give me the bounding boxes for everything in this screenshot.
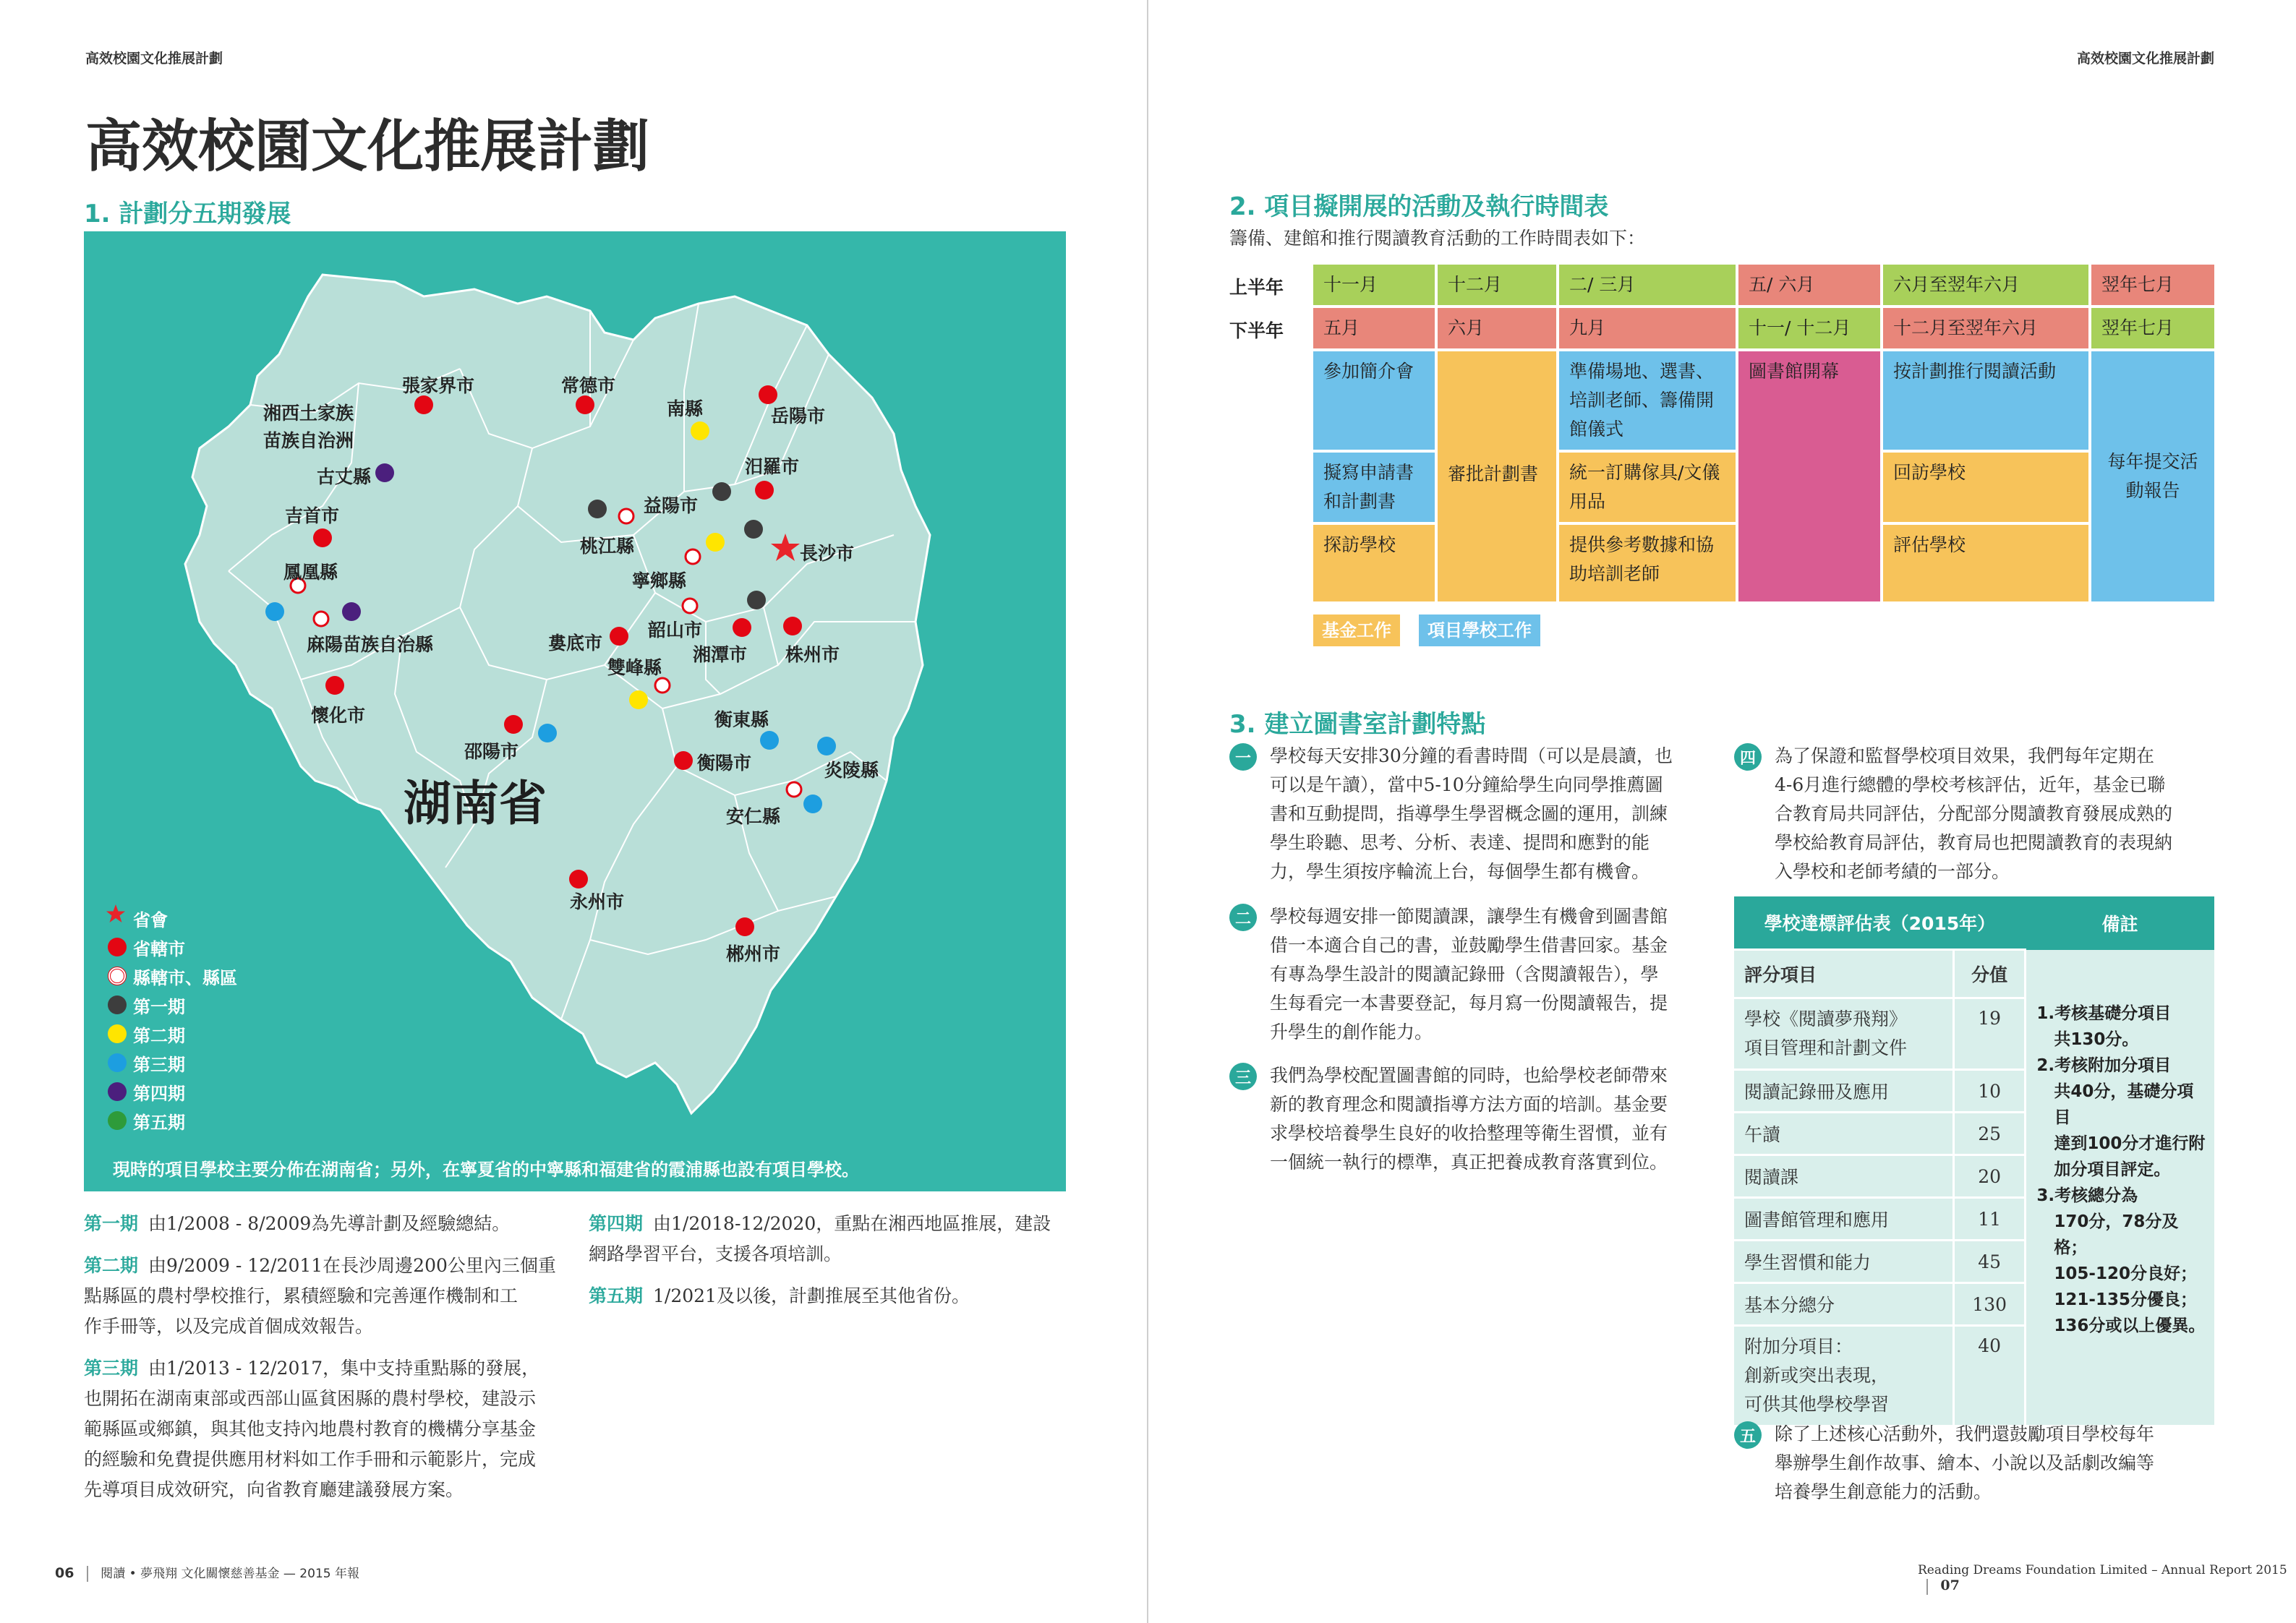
label-chenzhou: 郴州市	[726, 943, 781, 964]
eval-notes	[2026, 950, 2214, 1426]
label-hengyang: 衡陽市	[697, 753, 752, 774]
upper-month-6: 翌年七月	[2091, 265, 2214, 305]
footer-text: Reading Dreams Foundation Limited – Annual Report 2015	[1918, 1563, 2287, 1577]
feature-1	[1270, 742, 1718, 886]
phase-text: 由1/2018-12/2020，重點在湘西地區推展，建設	[653, 1213, 1051, 1234]
phase-label: 第二期	[84, 1255, 139, 1276]
row-label-lower: 下半年	[1229, 320, 1284, 341]
badge-3: 三	[1229, 1063, 1257, 1090]
legend-label: 第四期	[133, 1083, 185, 1104]
lower-month-5: 十二月至翌年六月	[1883, 308, 2088, 348]
row-score: 11	[1953, 1198, 2026, 1241]
task-reference: 提供參考數據和協助培訓老師	[1559, 525, 1736, 601]
row-item: 午讀	[1734, 1113, 1953, 1155]
red-dot-icon	[108, 938, 127, 956]
note-line: 共40分，基礎分項目	[2054, 1082, 2194, 1127]
label-shaoshan: 韶山市	[648, 620, 703, 641]
evaluation-table	[1734, 896, 2214, 1425]
feature-line: 為了保證和監督學校項目效果，我們每年定期在	[1775, 745, 2155, 766]
phase-text: 範縣區或鄉鎮，與其他支持內地農村教育的機構分享基金	[84, 1418, 537, 1439]
row-item: 學校《閱讀夢飛翔》	[1744, 1009, 1908, 1029]
marker-chenzhou-city	[735, 917, 754, 936]
feature-line: 舉辦學生創作故事、繪本、小說以及話劇改編等	[1775, 1452, 2155, 1473]
footer-left	[55, 1563, 359, 1582]
legend-label: 省轄市	[133, 938, 185, 959]
row-score: 10	[1953, 1070, 2026, 1113]
label-hengdong: 衡東縣	[714, 709, 769, 730]
note-line: 1.考核基礎分項目	[2036, 1003, 2172, 1023]
page-title: 高效校園文化推展計劃	[85, 114, 650, 179]
phase-text: 1/2021及以後，計劃推展至其他省份。	[653, 1285, 970, 1306]
purple-dot-icon	[108, 1082, 127, 1101]
feature-line: 一個統一執行的標準，真正把養成教育落實到位。	[1270, 1152, 1668, 1173]
running-header-left: 高效校園文化推展計劃	[85, 51, 223, 67]
note-line: 2.考核附加分項目	[2036, 1055, 2172, 1075]
label-zhangjiajie: 張家界市	[402, 375, 475, 396]
legend-label: 第三期	[133, 1054, 185, 1075]
eval-col-score: 分值	[1953, 950, 2026, 998]
marker-yongzhou-city	[569, 870, 588, 888]
row-label-upper: 上半年	[1229, 277, 1284, 298]
feature-line: 入學校和老師考績的一部分。	[1775, 861, 2010, 882]
phase-text: 由1/2013 - 12/2017，集中支持重點縣的發展，	[148, 1358, 540, 1379]
label-nanxian: 南縣	[667, 398, 704, 419]
task-annual-report: 每年提交活動報告	[2091, 351, 2214, 601]
feature-4	[1775, 742, 2216, 886]
row-item: 閱讀記錄冊及應用	[1734, 1070, 1953, 1113]
task-application: 擬寫申請書和計劃書	[1313, 453, 1435, 522]
task-reading-activity: 按計劃推行閱讀活動	[1883, 351, 2088, 450]
marker-nanxian-phase2	[691, 421, 709, 440]
label-taojiang: 桃江縣	[580, 536, 635, 557]
feature-line: 學校給教育局評估，教育局也把閱讀教育的表現納	[1775, 832, 2173, 853]
eval-col-item: 評分項目	[1734, 950, 1953, 998]
ring-icon	[108, 967, 127, 985]
lower-month-4: 十一/ 十二月	[1738, 308, 1880, 348]
lower-month-6: 翌年七月	[2091, 308, 2214, 348]
phase-label: 第一期	[84, 1213, 139, 1234]
label-shuangfeng: 雙峰縣	[607, 657, 662, 678]
marker-miluo-phase1	[712, 482, 731, 501]
footer-right	[1918, 1563, 2296, 1595]
marker-hengyang-city	[674, 751, 693, 770]
task-visit-school: 探訪學校	[1313, 525, 1435, 601]
legend-phase4	[106, 1077, 237, 1106]
label-changde: 常德市	[561, 375, 616, 396]
label-yiyang: 益陽市	[644, 495, 699, 516]
marker-loudi-city	[610, 627, 628, 646]
feature-line: 可以是午讀），當中5-10分鐘給學生向同學推薦圖	[1270, 774, 1663, 795]
phase-text: 點縣區的農村學校推行，累積經驗和完善運作機制和工	[84, 1285, 518, 1306]
phase-label: 第三期	[84, 1358, 139, 1379]
feature-line: 升學生的創作能力。	[1270, 1022, 1433, 1042]
upper-month-1: 十一月	[1313, 265, 1435, 305]
upper-month-5: 六月至翌年六月	[1883, 265, 2088, 305]
marker-taojiang-county	[619, 509, 633, 523]
label-changsha: 長沙市	[800, 543, 855, 564]
feature-line: 新的教育理念和閱讀指導方法方面的培訓。基金要	[1270, 1094, 1668, 1115]
label-xiangtan: 湘潭市	[693, 644, 748, 665]
legend-city	[106, 933, 237, 962]
blue-dot-icon	[108, 1053, 127, 1072]
marker-changsha-phase1	[744, 520, 763, 539]
badge-4: 四	[1734, 743, 1762, 771]
legend-phase5	[106, 1106, 237, 1135]
label-guzhang: 古丈縣	[317, 466, 372, 487]
task-approve: 審批計劃書	[1438, 351, 1556, 601]
label-fenghuang: 鳳凰縣	[283, 562, 338, 583]
phase-3	[84, 1353, 576, 1505]
legend-phase2	[106, 1019, 237, 1048]
dark-dot-icon	[108, 995, 127, 1014]
task-opening: 圖書館開幕	[1738, 351, 1880, 601]
lower-month-3: 九月	[1559, 308, 1736, 348]
label-zhuzhou: 株州市	[785, 644, 840, 665]
note-line: 136分或以上優異。	[2054, 1316, 2206, 1335]
legend-capital	[106, 904, 237, 933]
note-line: 121-135分優良；	[2054, 1290, 2197, 1309]
section3-title: 3. 建立圖書室計劃特點	[1229, 710, 1486, 739]
legend-phase3	[106, 1048, 237, 1077]
feature-line: 學校每天安排30分鐘的看書時間（可以是晨讀，也	[1270, 745, 1673, 766]
phase-4	[589, 1209, 1080, 1269]
marker-xiangtan-phase1	[747, 591, 766, 609]
phase-text: 由9/2009 - 12/2011在長沙周邊200公里內三個重	[148, 1255, 556, 1276]
row-item: 創新或突出表現，	[1744, 1365, 1890, 1386]
task-evaluate: 評估學校	[1883, 525, 2088, 601]
marker-fenghuang-phase3	[265, 602, 284, 621]
eval-table-title: 學校達標評估表（2015年）	[1734, 896, 2026, 950]
marker-jishou-city	[313, 528, 332, 547]
hunan-map	[84, 231, 1066, 1191]
task-revisit: 回訪學校	[1883, 453, 2088, 522]
marker-guzhang-phase4	[375, 463, 394, 482]
section2-lead: 籌備、建館和推行閱讀教育活動的工作時間表如下：	[1229, 228, 1646, 249]
green-dot-icon	[108, 1111, 127, 1130]
page-spine	[1147, 0, 1148, 1623]
feature-5	[1775, 1420, 2216, 1507]
marker-zhuzhou-city	[783, 617, 802, 635]
row-item: 項目管理和計劃文件	[1744, 1037, 1908, 1058]
marker-shaoyang-phase3	[538, 724, 557, 742]
star-icon	[106, 907, 129, 930]
marker-ningxiang-phase2	[706, 533, 725, 552]
label-shaoyang: 邵陽市	[464, 741, 519, 762]
badge-2: 二	[1229, 904, 1257, 931]
phase-text: 先導項目成效研究，向省教育廳建議發展方案。	[84, 1479, 464, 1500]
label-mayang: 麻陽苗族自治縣	[307, 634, 434, 655]
label-huaihua: 懷化市	[311, 705, 366, 726]
province-label: 湖南省	[404, 775, 547, 831]
feature-line: 我們為學校配置圖書館的同時，也給學校老師帶來	[1270, 1065, 1668, 1086]
marker-xiangtan-city	[733, 618, 751, 637]
note-line: 共130分。	[2054, 1029, 2139, 1049]
phase-text: 作手冊等，以及完成首個成效報告。	[84, 1316, 374, 1337]
tag-foundation-work: 基金工作	[1313, 614, 1400, 646]
phase-5	[589, 1281, 1080, 1311]
marker-yanling-phase3	[817, 737, 836, 755]
marker-mayang-county	[314, 612, 328, 626]
row-score: 45	[1953, 1241, 2026, 1283]
row-score: 20	[1953, 1155, 2026, 1198]
feature-2	[1270, 902, 1718, 1047]
phase-text: 由1/2008 - 8/2009為先導計劃及經驗總結。	[148, 1213, 511, 1234]
row-item: 基本分總分	[1734, 1283, 1953, 1326]
tag-school-work: 項目學校工作	[1419, 614, 1540, 646]
upper-month-4: 五/ 六月	[1738, 265, 1880, 305]
label-yueyang: 岳陽市	[771, 406, 826, 427]
row-item: 可供其他學校學習	[1744, 1394, 1890, 1415]
label-anren: 安仁縣	[726, 806, 781, 827]
label-yongzhou: 永州市	[570, 891, 625, 912]
feature-line: 學生聆聽、思考、分析、表達、提問和應對的能	[1270, 832, 1650, 853]
feature-3	[1270, 1061, 1718, 1177]
legend-phase1	[106, 990, 237, 1019]
phase-text: 的經驗和免費提供應用材料如工作手冊和示範影片，完成	[84, 1449, 537, 1470]
section2-title: 2. 項目擬開展的活動及執行時間表	[1229, 192, 1609, 221]
marker-mayang-phase4	[342, 602, 361, 621]
feature-line: 借一本適合自己的書，並鼓勵學生借書回家。基金	[1270, 935, 1668, 956]
note-line: 加分項目評定。	[2054, 1160, 2171, 1179]
marker-huaihua-city	[325, 676, 344, 695]
phase-label: 第四期	[589, 1213, 644, 1234]
upper-month-2: 十二月	[1438, 265, 1556, 305]
row-score: 40	[1953, 1326, 2026, 1426]
marker-taojiang-phase1	[588, 500, 607, 518]
feature-line: 求學校培養學生良好的收拾整理等衛生習慣，並有	[1270, 1123, 1668, 1144]
map-caption: 現時的項目學校主要分佈在湖南省；另外，在寧夏省的中寧縣和福建省的霞浦縣也設有項目學校。	[113, 1160, 859, 1180]
feature-line: 培養學生創意能力的活動。	[1775, 1481, 1992, 1502]
label-jishou: 吉首市	[285, 505, 340, 526]
legend-label: 縣轄市、縣區	[133, 967, 237, 988]
label-loudi: 婁底市	[548, 633, 603, 654]
upper-month-3: 二/ 三月	[1559, 265, 1736, 305]
eval-note-header: 備註	[2026, 896, 2214, 950]
marker-shuangfeng-county	[655, 678, 670, 693]
task-order: 統一訂購傢具/文儀用品	[1559, 453, 1736, 522]
row-item: 圖書館管理和應用	[1734, 1198, 1953, 1241]
marker-anren-phase3	[803, 795, 822, 813]
running-header-right: 高效校園文化推展計劃	[2077, 51, 2215, 67]
legend-label: 第一期	[133, 996, 185, 1017]
marker-changde-city	[576, 395, 594, 414]
feature-line: 合教育局共同評估，分配部分閱讀教育發展成熟的	[1775, 803, 2173, 824]
legend-label: 第二期	[133, 1025, 185, 1046]
marker-anren-county	[787, 782, 801, 797]
feature-line: 學校每週安排一節閱讀課，讓學生有機會到圖書館	[1270, 906, 1668, 927]
phase-text: 網路學習平台，支援各項培訓。	[589, 1243, 842, 1264]
row-score: 25	[1953, 1113, 2026, 1155]
phase-2	[84, 1251, 576, 1342]
feature-line: 除了上述核心活動外，我們還鼓勵項目學校每年	[1775, 1423, 2155, 1444]
feature-line: 生每看完一本書要登記，每月寫一份閱讀報告，提	[1270, 993, 1668, 1014]
badge-1: 一	[1229, 743, 1257, 771]
section1-title: 1. 計劃分五期發展	[84, 200, 291, 228]
lower-month-1: 五月	[1313, 308, 1435, 348]
map-legend	[106, 904, 237, 1135]
phase-label: 第五期	[589, 1285, 644, 1306]
label-xiangxi-1: 湘西土家族	[263, 403, 354, 424]
row-score: 130	[1953, 1283, 2026, 1326]
note-line: 170分，78分及格；	[2054, 1212, 2179, 1257]
feature-line: 力，學生須按序輪流上台，每個學生都有機會。	[1270, 861, 1650, 882]
marker-ningxiang-county	[686, 549, 700, 564]
feature-line: 4-6月進行總體的學校考核評估，近年，基金已聯	[1775, 774, 2166, 795]
legend-label: 第五期	[133, 1112, 185, 1133]
label-xiangxi-2: 苗族自治洲	[263, 430, 354, 451]
lower-month-2: 六月	[1438, 308, 1556, 348]
label-miluo: 汨羅市	[745, 456, 800, 477]
page-number: 07	[1940, 1577, 1960, 1593]
phase-1	[84, 1209, 561, 1239]
label-yanling: 炎陵縣	[824, 760, 879, 781]
marker-hengdong-phase3	[760, 731, 779, 750]
badge-5: 五	[1734, 1421, 1762, 1449]
task-briefing: 參加簡介會	[1313, 351, 1435, 450]
task-prepare: 準備場地、選書、培訓老師、籌備開館儀式	[1559, 351, 1736, 450]
phase-text: 也開拓在湖南東部或西部山區貧困縣的農村學校，建設示	[84, 1388, 537, 1409]
row-item: 附加分項目：	[1744, 1336, 1853, 1357]
page-number: 06	[55, 1565, 74, 1581]
marker-shaoyang-city	[504, 715, 523, 734]
feature-line: 書和互動提問，指導學生學習概念圖的運用，訓練	[1270, 803, 1668, 824]
note-line: 3.考核總分為	[2036, 1186, 2138, 1205]
marker-zhangjiajie-city	[414, 395, 433, 414]
row-item: 學生習慣和能力	[1734, 1241, 1953, 1283]
feature-line: 有專為學生設計的閱讀記錄冊（含閱讀報告），學	[1270, 964, 1659, 985]
yellow-dot-icon	[108, 1024, 127, 1043]
row-item: 閱讀課	[1734, 1155, 1953, 1198]
row-score: 19	[1953, 998, 2026, 1070]
note-line: 達到100分才進行附	[2054, 1134, 2206, 1153]
marker-yiyang-city	[755, 481, 774, 500]
legend-county	[106, 962, 237, 990]
legend-label: 省會	[133, 909, 168, 930]
marker-shuangfeng-phase2	[629, 690, 648, 709]
marker-shaoshan-county	[683, 599, 697, 613]
footer-text: 閱讀 • 夢飛翔 文化關懷慈善基金 — 2015 年報	[101, 1567, 359, 1581]
label-ningxiang: 寧鄉縣	[632, 570, 687, 591]
note-line: 105-120分良好；	[2054, 1264, 2197, 1283]
